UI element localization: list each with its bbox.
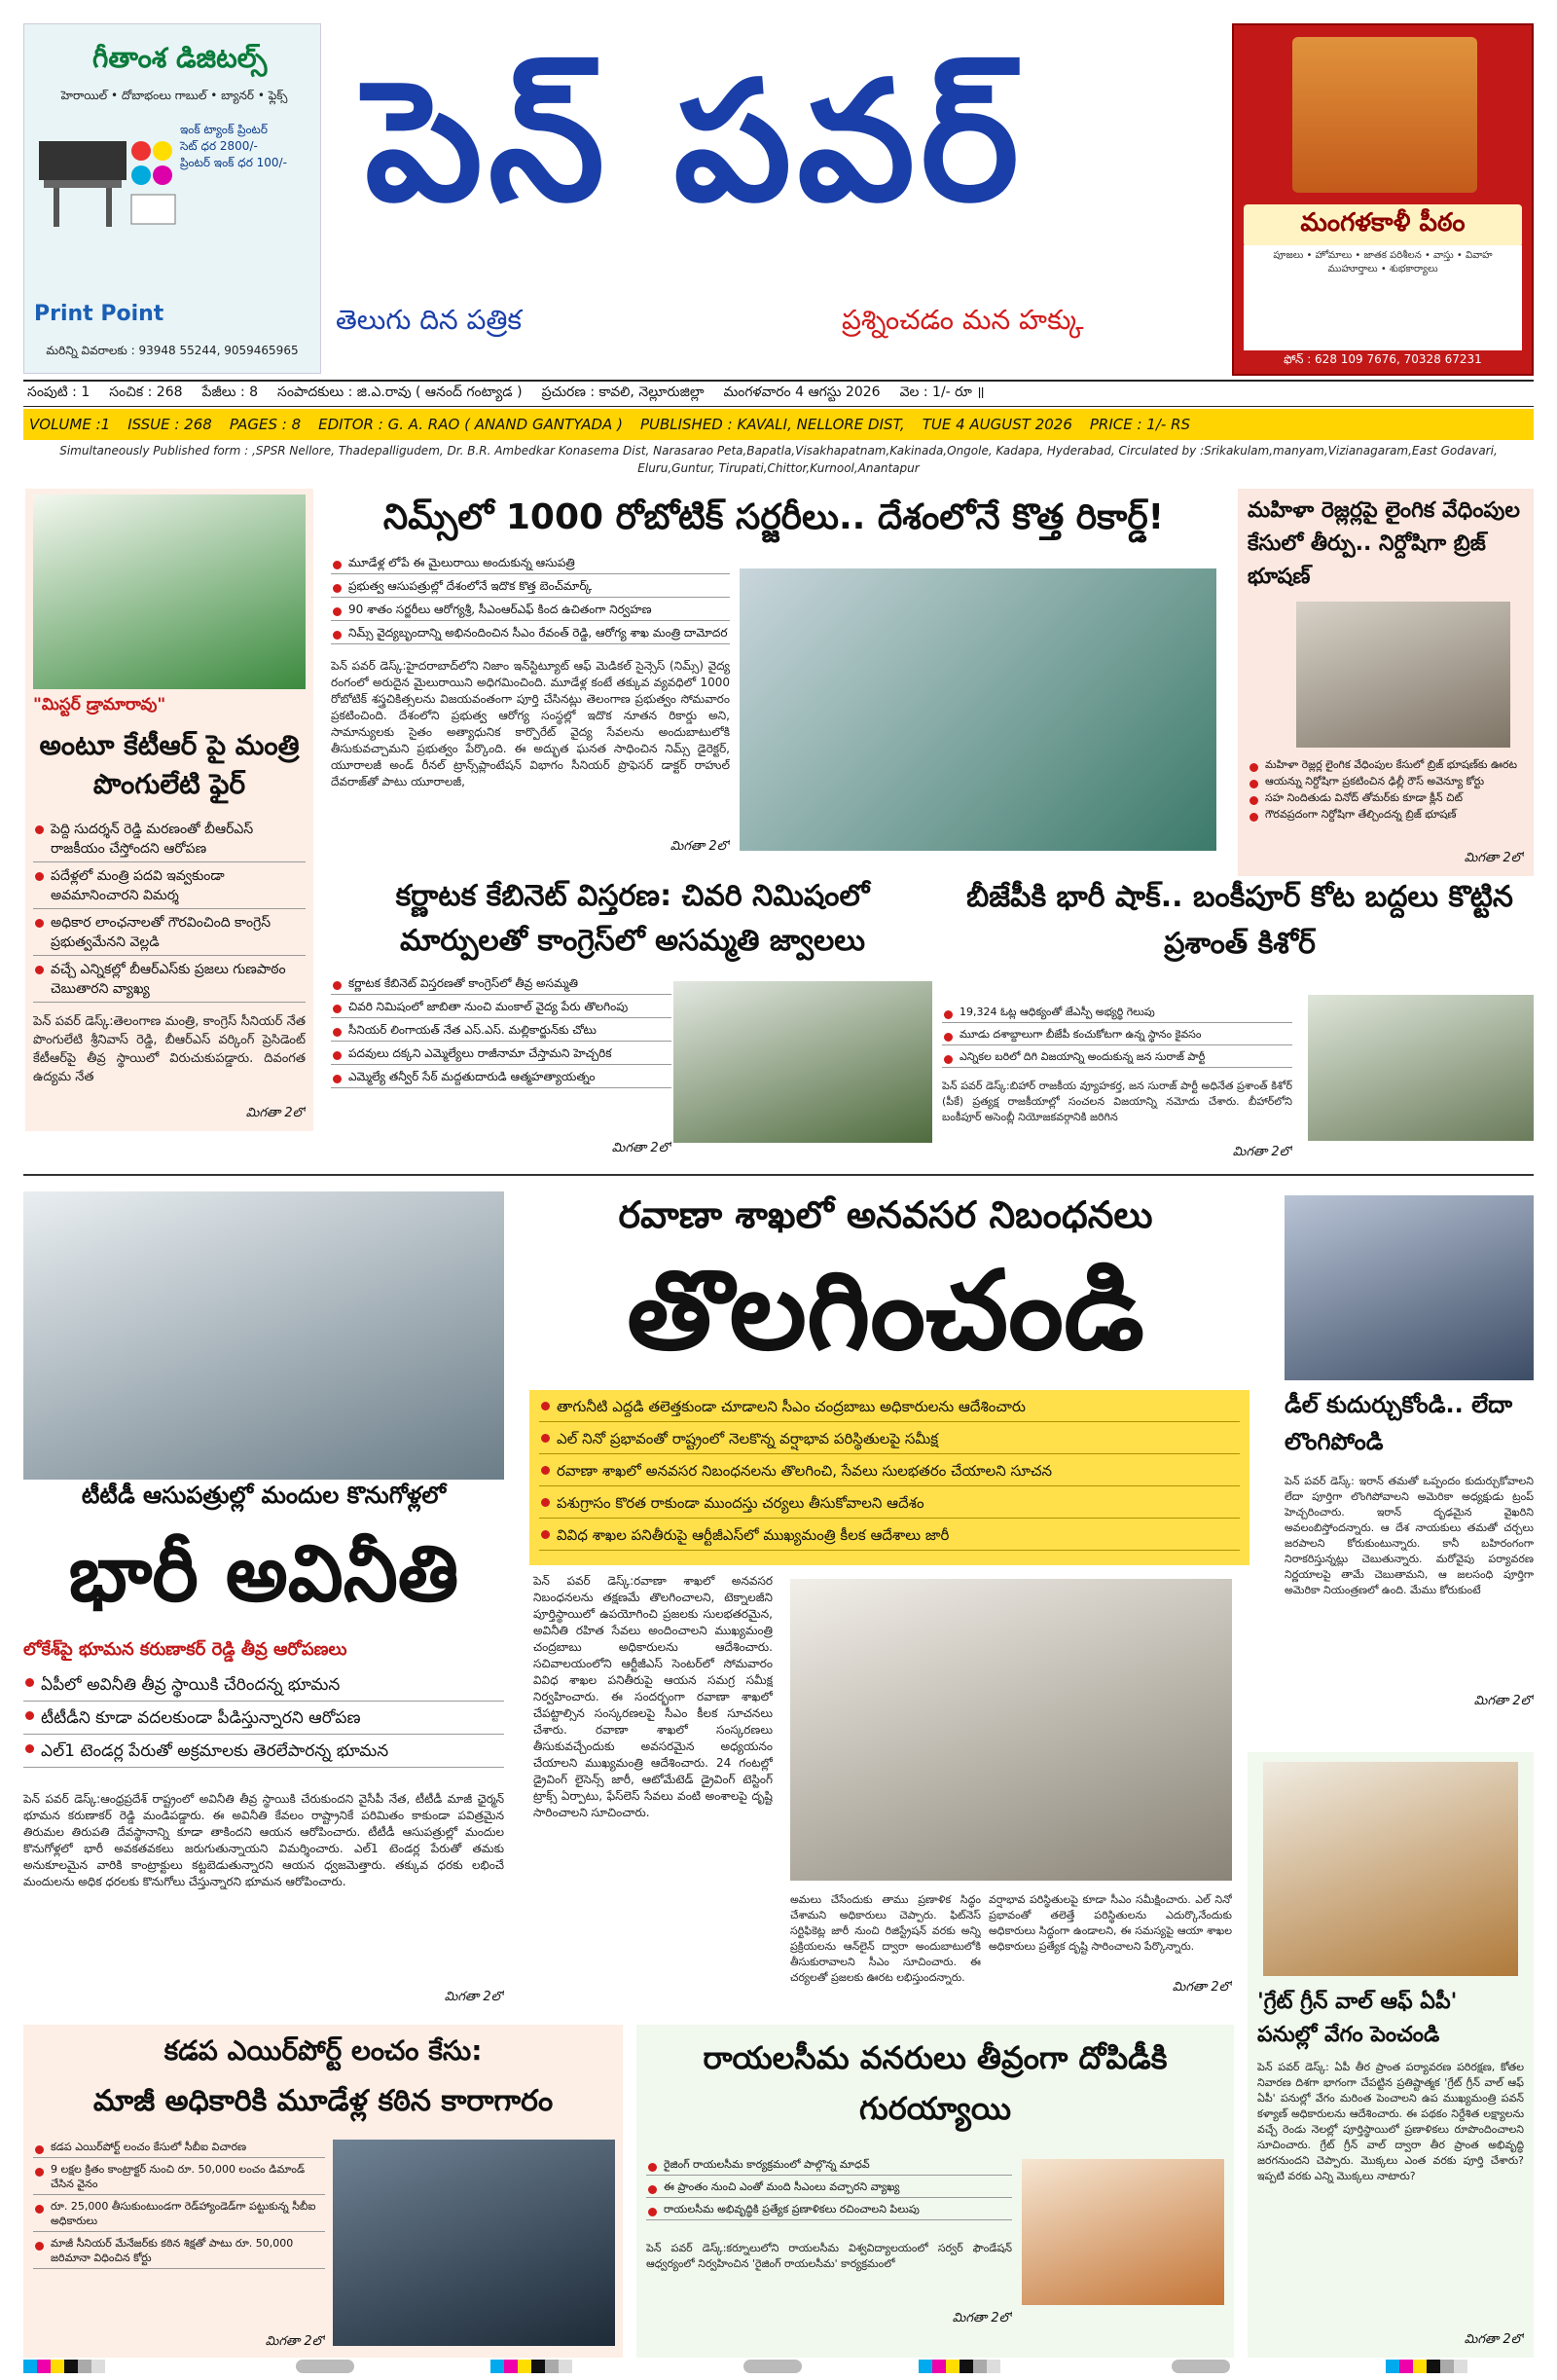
bullet: ఎన్నికల బరిలో దిగి విజయాన్ని అందుకున్న జన సురాజ్ పార్టీ [942,1049,1292,1068]
continued-link[interactable]: మిగతా 2లో [245,1106,306,1120]
story-headline: రాయలసీమ వనరులు తీవ్రంగా దోపిడీకి గురయ్యాయి [703,2039,1168,2127]
ad-left-prices [180,122,316,171]
main-story-body-col2: అమలు చేసేందుకు తాము ప్రణాళిక సిద్ధం చేశామని అధికారులు చెప్పారు. ఫిట్‌నెస్ సర్టిఫికెట్ల జారీ నుంచి రిజిస్ట్రేషన్ వరకు అన్ని ప్రక్రియలను ఆన్‌లైన్ ద్వారా అందుబాటులోకి తీసుకురావాలని సీఎం సూచించారు. ఈ చర్యలతో ప్రజలకు ఊరట లభిస్తుందన్నారు. [790,1893,981,1984]
continued-link[interactable]: మిగతా 2లో [670,839,730,854]
story-bullets [33,820,306,1007]
bullet: పెద్ది సుదర్శన్ రెడ్డి మరణంతో బీఆర్ఎస్ రాజకీయం చేస్తోందని ఆరోపణ [33,820,306,862]
editor: సంపాదకులు : జి.ఎ.రావు ( ఆనంద్ గంట్యాడ ) [277,384,523,400]
tagline-right: ప్రశ్నించడం మన హక్కు [842,304,1084,336]
story-body: పెన్ పవర్ డెస్క్:హైదరాబాద్‌లోని నిజాం ఇన్‌స్టిట్యూట్ ఆఫ్ మెడికల్ సైన్సెస్ (నిమ్స్) వైద్య రంగంలో అరుదైన మైలురాయిని అధిగమించింది. మూడేళ్ల కంటే తక్కువ వ్యవధిలో 1000 రోబోటిక్ శస్త్రచికిత్సలను విజయవంతంగా పూర్తి చేసినట్లు తెలంగాణ ప్రభుత్వం సోమవారం ప్రకటించింది. దేశంలోని ప్రభుత్వ ఆరోగ్య సంస్థల్లో ఇదొక నూతన రికార్డు అని, సామాన్యులకు సైతం అత్యాధునిక కార్పొరేట్ వైద్య సేవలను అందుబాటులోకి తీసుకువచ్చామని ప్రభుత్వం పేర్కొంది. ఈ అద్భుత ఘనత సాధించిన నిమ్స్ డైరెక్టర్, యూరాలజీ అండ్ రీనల్ ట్రాన్స్‌ప్లాంటేషన్ విభాగం సీనియర్ ప్రొఫెసర్ డాక్టర్ రాహుల్ దేవరాజ్‌తో పాటు యూరాలజీ, [331,659,730,788]
continued-link[interactable]: మిగతా 2లో [444,1990,504,2004]
story-headline: బీజేపీకి భారీ షాక్.. బంకీపూర్ కోట బద్దలు కొట్టిన ప్రశాంత్ కిశోర్ [966,880,1513,961]
masthead [336,19,1212,355]
story-kicker: కడప ఎయిర్‌పోర్ట్ లంచం కేసు: [163,2034,483,2067]
story-body: పెన్ పవర్ డెస్క్:కర్నూలులోని రాయలసీమ విశ్వవిద్యాలయంలో సర్వర్ ఫౌండేషన్ ఆధ్వర్యంలో నిర్వహించిన 'రైజింగ్ రాయలసీమ' కార్యక్రమంలో [646,2242,1012,2270]
pages: PAGES : 8 [229,416,302,433]
story-bullets [1248,757,1524,824]
story-body: పెన్ పవర్ డెస్క్:బిహార్ రాజకీయ వ్యూహకర్త, జన సురాజ్ పార్టీ అధినేత ప్రశాంత్ కిశోర్ (పీకే) ప్రత్యక్ష రాజకీయాల్లో సంచలన విజయాన్ని నమోదు చేశారు. బీహార్‌లోని బంకీపూర్ అసెంబ్లీ నియోజకవర్గానికి జరిగిన [942,1080,1292,1123]
right-advertisement [1232,23,1534,376]
story-kicker: రవాణా శాఖలో అనవసర నిబంధనలు [618,1193,1153,1236]
circulation-note: Simultaneously Published form : ,SPSR Nellore, Thadepalligudem, Dr. B.R. Ambedkar Konasema Dist, Narasarao Peta,Bapatla,Visakhapatnam,Kakinada,Ongole, Kadapa, Hyderabad, Circulated by :Srikakulam,manyam,Vizianagaram,East Godavari, Eluru,Guntur, Tirupati,Chittor,Kurnool,Anantapur [59,444,1498,475]
registration-pill [743,2360,802,2373]
story-ponguleti [25,489,313,1131]
story-karnataka [331,874,934,1166]
bullet: గౌరవప్రదంగా నిర్దోషిగా తేల్చిందన్న బ్రిజ్ భూషణ్ [1248,807,1524,822]
ad-right-text: పూజలు • హోమాలు • జాతక పరిశీలన • వాస్తు • వివాహ ముహూర్తాలు • శుభకార్యాలు [1244,245,1522,350]
bullet: అధికార లాంఛనాలతో గౌరవించింది కాంగ్రెస్ ప్రభుత్వమేనని వెల్లడి [33,913,306,956]
bullet: నిమ్స్ వైద్యబృందాన్ని అభినందించిన సీఎం రేవంత్ రెడ్డి, ఆరోగ్య శాఖ మంత్రి దామోదర [331,625,730,644]
bullet: పదేళ్లలో మంత్రి పదవి ఇవ్వకుండా అవమానించారని విమర్శ [33,866,306,909]
continued-link[interactable]: మిగతా 2లో [1464,2332,1524,2347]
bullet: ఆయన్ను నిర్దోషిగా ప్రకటించిన ఢిల్లీ రౌస్ అవెన్యూ కోర్టు [1248,774,1524,788]
story-kicker: "మిస్టర్ డ్రామారావు" [33,695,166,714]
bullet: 9 లక్షల క్రితం కాంట్రాక్టర్ నుంచి రూ. 50,000 లంచం డిమాండ్ చేసిన వైనం [33,2162,325,2195]
registration-pill [296,2360,354,2373]
continued-link[interactable]: మిగతా 2లో [1172,1980,1232,1995]
printer-icon [34,122,180,229]
story-pawan-kalyan [1248,1752,1534,2358]
story-bullets [942,1005,1292,1072]
brij-bhushan-photo [1296,602,1510,748]
registration-pill [1172,2360,1230,2373]
volume: సంపుటి : 1 [27,384,91,400]
bullet: మూడేళ్ల లోపే ఈ మైలురాయి అందుకున్న ఆసుపత్రి [331,555,730,574]
story-headline: డీల్ కుదుర్చుకోండి.. లేదా లొంగిపోండి [1285,1391,1513,1455]
continued-link[interactable]: మిగతా 2లో [952,2311,1012,2325]
color-bar [1386,2360,1467,2373]
volume: VOLUME :1 [29,416,111,433]
ad-right-phone: ఫోన్ : 628 109 7676, 70328 67231 [1284,352,1482,366]
date: TUE 4 AUGUST 2026 [922,416,1072,433]
english-info-bar [23,409,1534,440]
published: ప్రచురణ : కావలి, నెల్లూరుజిల్లా [541,384,705,400]
continued-link[interactable]: మిగతా 2లో [611,1141,671,1155]
tagline-left: తెలుగు దిన పత్రిక [336,304,522,336]
story-headline: నిమ్స్‌లో 1000 రోబోటిక్ సర్జరీలు.. దేశంలోనే కొత్త రికార్డ్! [382,497,1165,537]
story-bullets [331,975,671,1092]
left-advertisement [23,23,321,374]
color-bar [23,2360,105,2373]
madhav-photo [1022,2159,1224,2305]
price-line: ప్రింటర్ ఇంక్ ధర 100/- [180,156,287,169]
story-headline: భారీ అవినీతి [68,1528,459,1619]
bullet: రైజింగ్ రాయలసీమ కార్యక్రమంలో పాల్గొన్న మాధవ్ [646,2157,1012,2176]
print-registration-marks [23,2360,1534,2375]
story-headline: అంటూ కేటీఆర్ పై మంత్రి పొంగులేటి ఫైర్ [39,729,300,800]
bullet: కడప ఎయిర్‌పోర్ట్ లంచం కేసులో సీబీఐ విచారణ [33,2140,325,2158]
bullet: తాగునీటి ఎద్దడి తలెత్తకుండా చూడాలని సీఎం చంద్రబాబు అధికారులను ఆదేశించారు [539,1396,1240,1422]
story-headline: తొలగించండి [627,1248,1144,1374]
telugu-info-bar [23,380,1534,407]
bhumana-lokesh-photo [23,1191,504,1480]
section-divider [23,1174,1534,1176]
bullet: ఈ ప్రాంతం నుంచి ఎంతో మంది సీఎంలు వచ్చారని వ్యాఖ్య [646,2179,1012,2198]
bullet: 90 శాతం సర్జరీలు ఆరోగ్యశ్రీ, సీఎంఆర్ఎఫ్ కింద ఉచితంగా నిర్వహణ [331,602,730,621]
story-bullets [33,2140,325,2273]
main-story-bullets [529,1390,1249,1565]
bullet: సీనియర్ లింగాయత్ నేత ఎస్.ఎస్. మల్లికార్జున్‌కు చోటు [331,1022,671,1042]
bullet: 19,324 ఓట్ల ఆధిక్యంతో జేఎస్పీ అభ్యర్థి గెలుపు [942,1005,1292,1023]
bullet: సహ నిందితుడు వినోద్ తోమర్‌కు కూడా క్లీన్ చిట్ [1248,790,1524,805]
story-kadapa-airport [23,2025,623,2358]
main-story-body-col1: పెన్ పవర్ డెస్క్:రవాణా శాఖలో అనవసర నిబంధనలను తక్షణమే తొలగించాలని, టెక్నాలజీని పూర్తిస్థాయిలో ఉపయోగించి ప్రజలకు సులభతరమైన, అవినీతి రహిత సేవలు అందించాలని ముఖ్యమంత్రి చంద్రబాబు అధికారులను ఆదేశించారు. సచివాలయంలోని ఆర్టీజీఎస్ సెంటర్‌లో సోమవారం వివిధ శాఖల పనితీరుపై ఆయన సమగ్ర సమీక్ష నిర్వహించారు. ఈ సందర్భంగా రవాణా శాఖలో చేపట్టాల్సిన సంస్కరణలపై సీఎం కీలక సూచనలు చేశారు. రవాణా శాఖలో సంస్కరణలు తీసుకువచ్చేందుకు అవసరమైన అధ్యయనం చేయాలని ముఖ్యమంత్రి ఆదేశించారు. 24 గంటల్లో డ్రైవింగ్ లైసెన్స్ జారీ, ఆటోమేటెడ్ డ్రైవింగ్ టెస్టింగ్ ట్రాక్స్ ఏర్పాటు, ఫేస్‌లెస్ సేవలు వంటి అంశాలపై దృష్టి సారించాలని సూచించారు. [533,1574,773,1819]
bullet: మహిళా రెజ్లర్ల లైంగిక వేధింపుల కేసులో బ్రిజ్ భూషణ్‌కు ఊరట [1248,757,1524,772]
issue: సంచిక : 268 [109,384,183,400]
story-prashant-kishor [942,874,1534,1166]
story-headline: కర్ణాటక కేబినెట్ విస్తరణ: చివరి నిమిషంలో మార్పులతో కాంగ్రెస్‌లో అసమ్మతి జ్వాలలు [395,879,870,958]
date: మంగళవారం 4 ఆగస్టు 2026 [723,384,881,400]
story-nims [331,489,1216,859]
editor: EDITOR : G. A. RAO ( ANAND GANTYADA ) [318,416,623,433]
chandrababu-photo [790,1579,1232,1881]
story-bullets [331,555,730,648]
story-bullets [23,1672,504,1772]
price-line: ఇంక్ ట్యాంక్ ప్రింటర్ [180,123,268,136]
bullet: చివరి నిమిషంలో జాబితా నుంచి మంకాల్ వైద్య పేరు తొలగింపు [331,999,671,1018]
continued-link[interactable]: మిగతా 2లో [1232,1145,1292,1159]
story-body: పెన్ పవర్ డెస్క్: ఇరాన్ తమతో ఒప్పందం కుదుర్చుకోవాలని లేదా పూర్తిగా లొంగిపోవాలని అమెరికా అధ్యక్షుడు ట్రంప్ హెచ్చరించారు. ఇరాన్ దృఢమైన వైఖరిని అవలంబిస్తోందన్నారు. ఆ దేశ నాయకులు తమతో చర్చలు జరపాలని కోరుకుంటున్నారు. కానీ బహిరంగంగా నిరాకరిస్తున్నట్లు చెబుతున్నారు. మరోవైపు పర్యావరణ నిర్ణయాలపై తామే చెబుతామని, ఆ జలసంధి పూర్తిగా అమెరికా నియంత్రణలో ఉంది. మేము కోరుకుంటే [1285,1475,1534,1596]
bullet: మూడు దశాబ్దాలుగా బీజేపీ కంచుకోటగా ఉన్న స్థానం కైవసం [942,1027,1292,1045]
story-bullets [646,2157,1012,2224]
bullet: రూ. 25,000 తీసుకుంటుండగా రెడ్‌హ్యాండెడ్‌గా పట్టుకున్న సీబీఐ అధికారులు [33,2199,325,2232]
prashant-kishor-photo [1308,995,1534,1141]
swamiji-photo [1292,37,1477,193]
story-subhead: లోకేశ్‌పై భూమన కరుణాకర్ రెడ్డి తీవ్ర ఆరోపణలు [23,1639,347,1660]
bullet: పశుగ్రాసం కొరత రాకుండా ముందస్తు చర్యలు తీసుకోవాలని ఆదేశం [539,1492,1240,1519]
color-bar [919,2360,1000,2373]
bullet: రాయలసీమ అభివృద్ధికి ప్రత్యేక ప్రణాళికలు రచించాలని పిలుపు [646,2202,1012,2220]
main-story-body-col3: వర్షాభావ పరిస్థితులపై కూడా సీఎం సమీక్షించారు. ఎల్ నినో ప్రభావంతో తలెత్తే పరిస్థితులను ఎదుర్కొనేందుకు అధికారులు సిద్ధంగా ఉండాలని, ఈ సమస్యపై ఆయా శాఖల అధికారులు ప్రత్యేక దృష్టి సారించాలని పేర్కొన్నారు. [989,1893,1232,1953]
pawan-kalyan-photo [1263,1762,1518,1976]
bullet: ప్రభుత్వ ఆసుపత్రుల్లో దేశంలోనే ఇదొక కొత్త బెంచ్‌మార్క్ [331,578,730,598]
continued-link[interactable]: మిగతా 2లో [1464,851,1524,865]
story-main-header [525,1188,1246,1388]
continued-link[interactable]: మిగతా 2లో [1473,1694,1534,1708]
bullet: టీటీడీని కూడా వదలకుండా పీడిస్తున్నారని ఆరోపణ [23,1705,504,1735]
bullet: పదవులు దక్కని ఎమ్మెల్యేలు రాజీనామా చేస్తామని హెచ్చరిక [331,1045,671,1065]
price: PRICE : 1/- RS [1089,416,1191,433]
price: వెల : 1/- రూ ॥ [899,384,985,400]
trump-photo [1285,1195,1534,1380]
story-body: పెన్ పవర్ డెస్క్:తెలంగాణ మంత్రి, కాంగ్రెస్ సీనియర్ నేత పొంగులేటి శ్రీనివాస్ రెడ్డి, బీఆర్ఎస్ వర్కింగ్ ప్రెసిడెంట్ కేటీఆర్‌పై తీవ్ర స్థాయిలో విరుచుకుపడ్డారు. దివంగత ఉద్యమ నేత [33,1014,306,1084]
robotic-surgery-photo [740,568,1216,851]
bullet: మాజీ సీనియర్ మేనేజర్‌కు కఠిన శిక్షతో పాటు రూ. 50,000 జరిమానా విధించిన కోర్టు [33,2236,325,2269]
story-body: పెన్ పవర్ డెస్క్:ఆంధ్రప్రదేశ్ రాష్ట్రంలో అవినీతి తీవ్ర స్థాయికి చేరుకుందని వైసీపీ నేత, టీటీడీ మాజీ ఛైర్మన్ భూమన కరుణాకర్ రెడ్డి మండిపడ్డారు. ఈ అవినీతి కేవలం రాష్ట్రానికే పరిమితం కాకుండా పవిత్రమైన తిరుమల తిరుపతి దేవస్థానాన్ని కూడా తాకిందని ఆయన ఆరోపించారు. టీటీడీ ఆసుపత్రుల్లో మందుల కొనుగోళ్లలో భారీ అవకతవకలు జరుగుతున్నాయని విమర్శించారు. ఎల్1 టెండర్ల పేరుతో తమకు అనుకూలమైన వారికి కాంట్రాక్టులు కట్టబెడుతున్నారని ఆయన ధ్వజమెత్తారు. తక్కువ ధరకు లభించే మందులను అధిక ధరలకు కొనుగోలు చేస్తున్నారని భూమన ఆరోపించారు. [23,1792,504,1888]
ad-left-contact: మరిన్ని వివరాలకు : 93948 55244, 9059465965 [46,344,299,357]
continued-link[interactable]: మిగతా 2లో [265,2334,325,2349]
story-brij-bhushan [1238,489,1534,876]
bullet: ఎమ్మెల్యే తన్వీర్ సేఠ్ మద్దతుదారుడి ఆత్మహత్యాయత్నం [331,1069,671,1088]
pages: పేజీలు : 8 [201,384,259,400]
price-line: సెట్ ధర 2800/- [180,139,258,153]
newspaper-logo: పెన్ పవర్ [365,44,1025,238]
cbi-officers-photo [333,2140,615,2346]
story-body: పెన్ పవర్ డెస్క్: ఏపీ తీర ప్రాంత పర్యావరణ పరిరక్షణ, కోతల నివారణ దిశగా భాగంగా చేపట్టిన ప్రతిష్టాత్మక 'గ్రేట్ గ్రీన్ వాల్ ఆఫ్ ఏపీ' పనుల్లో వేగం మరింత పెంచాలని ఉప ముఖ్యమంత్రి పవన్ కళ్యాణ్ అధికారులను ఆదేశించారు. ఈ పథకం నిర్దేశిత లక్ష్యాలను వచ్చే రెండు నెలల్లో పూర్తిస్థాయిలో ప్రణాళికలు రూపొందించాలని సూచించారు. గ్రేట్ గ్రీన్ వాల్ ద్వారా తీర ప్రాంత అభివృద్ధి జరగనుందని చెప్పారు. మొక్కలు ఎంత వరకు పూర్తి చేశారు? ఇప్పటి వరకు ఎన్ని మొక్కలు నాటారు? [1257,2061,1524,2182]
bullet: కర్ణాటక కేబినెట్ విస్తరణతో కాంగ్రెస్‌లో తీవ్ర అసమ్మతి [331,975,671,995]
bullet: ఎల్ నినో ప్రభావంతో రాష్ట్రంలో నెలకొన్న వర్షాభావ పరిస్థితులపై సమీక్ష [539,1428,1240,1454]
bullet: రవాణా శాఖలో అనవసర నిబంధనలను తొలగించి, సేవలు సులభతరం చేయాలని సూచన [539,1460,1240,1486]
ad-right-title: మంగళకాళీ పీఠం [1244,204,1522,247]
published: PUBLISHED : KAVALI, NELLORE DIST, [639,416,905,433]
story-kicker: టీటీడీ ఆసుపత్రుల్లో మందుల కొనుగోళ్లలో [81,1482,447,1509]
bullet: ఏపీలో అవినీతి తీవ్ర స్థాయికి చేరిందన్న భూమన [23,1672,504,1702]
story-ttd [23,1482,504,2027]
issue: ISSUE : 268 [127,416,212,433]
dk-shivakumar-photo [673,981,932,1143]
bullet: వచ్చే ఎన్నికల్లో బీఆర్ఎస్‌కు ప్రజలు గుణపాఠం చెబుతారని వ్యాఖ్య [33,960,306,1003]
story-headline: 'గ్రేట్ గ్రీన్ వాల్ ఆఫ్ ఏపీ' పనుల్లో వేగం పెంచండి [1257,1990,1458,2047]
story-headline: మహిళా రెజ్లర్లపై లైంగిక వేధింపుల కేసులో తీర్పు.. నిర్దోషిగా బ్రిజ్ భూషణ్ [1248,498,1520,589]
color-bar [490,2360,572,2373]
ad-left-subtitle: హెరాయిల్ • దోబాభంలు గాబుల్ • బ్యానర్ • ఫ్లెక్స్ [60,89,288,102]
ponguleti-photo [33,494,306,689]
print-point-logo: Print Point [34,302,164,326]
story-headline: మాజీ అధికారికి మూడేళ్ల కఠిన కారాగారం [92,2084,554,2118]
story-rayalaseema [636,2025,1234,2358]
story-trump [1285,1195,1534,1721]
bullet: వివిధ శాఖల పనితీరుపై ఆర్టీజీఎస్‌లో ముఖ్యమంత్రి కీలక ఆదేశాలు జారీ [539,1524,1240,1551]
ad-left-title: గీతాంశ డిజిటల్స్ [92,42,268,74]
bullet: ఎల్1 టెండర్ల పేరుతో అక్రమాలకు తెరలేపారన్న భూమన [23,1739,504,1768]
